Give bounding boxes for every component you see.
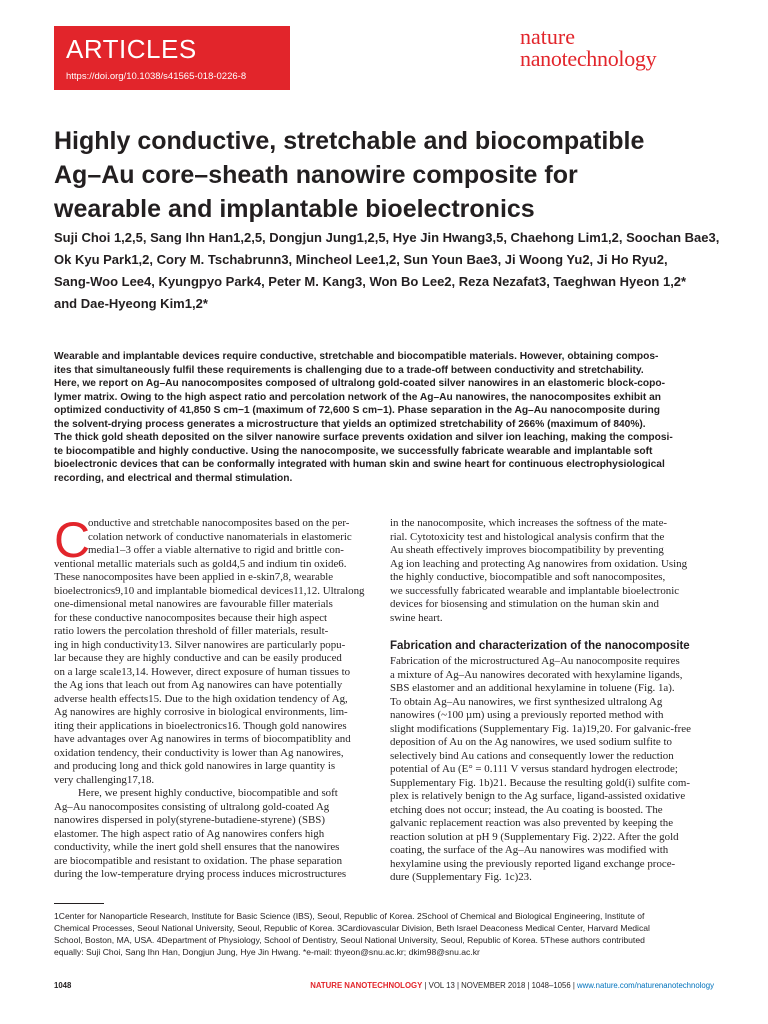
abstract-line: The thick gold sheath deposited on the silver nanowire surface prevents oxidation and silver ion leaching, making the composi-: [54, 432, 673, 443]
body-line: Ag nanowires are highly corrosive in biological environments, lim-: [54, 706, 348, 718]
footer-url-link[interactable]: www.nature.com/naturenanotechnology: [577, 981, 714, 990]
body-line: conductivity, while the inert gold shell ensures that the nanowires: [54, 841, 340, 853]
body-line: ratio lowers the percolation threshold of filler materials, result-: [54, 625, 329, 637]
abstract-line: Here, we report on Ag–Au nanocomposites composed of ultralong gold-coated silver nanowires in an elastomeric block-copo-: [54, 378, 665, 389]
body-line: for these conductive nanocomposites because their high aspect: [54, 611, 328, 624]
journal-logo-line-1: nature: [520, 24, 575, 49]
author-list: [54, 227, 720, 315]
body-line: very challenging17,18.: [54, 773, 155, 786]
author-line: and Dae-Hyeong Kim1,2*: [54, 296, 208, 311]
footer-journal: NATURE NANOTECHNOLOGY: [310, 981, 423, 990]
footnote-divider: [54, 903, 104, 904]
body-line: one-dimensional metal nanowires are favourable filler materials: [54, 598, 333, 610]
body-line: galvanic replacement reaction was also prevented by keeping the: [390, 817, 674, 829]
body-line: a mixture of Ag–Au nanowires decorated with hexylamine ligands,: [390, 668, 683, 681]
body-line: and producing long and thick gold nanowires in large quantity is: [54, 760, 336, 772]
abstract-line: ites that simultaneously fulfil these requirements is challenging due to a trade-off between conductivity and stretchability.: [54, 364, 644, 376]
affiliation-footnotes: [54, 910, 714, 958]
body-line: bioelectronics9,10 and implantable biomedical devices11,12. Ultralong: [54, 584, 365, 597]
body-line: ing in high conductivity13. Silver nanowires are particularly popu-: [54, 638, 346, 651]
footer-issue: | VOL 13 | NOVEMBER 2018 | 1048–1056 |: [422, 981, 578, 990]
body-line: devices for biosensing and stimulation on the human skin and: [390, 598, 659, 610]
body-line: Au sheath effectively improves biocompatibility by preventing: [390, 544, 664, 556]
footnote-line: equally: Suji Choi, Sang Ihn Han, Dongjun Jung, Hye Jin Hwang. *e-mail: thyeon@snu.ac.kr; dkim98@snu.ac.kr: [54, 947, 480, 957]
body-line: the Ag ions that leach out from Ag nanowires can have potentially: [54, 679, 343, 691]
body-line: reaction solution at pH 9 (Supplementary Fig. 2)22. After the gold: [390, 830, 679, 843]
footnote-line: Chemical Processes, Seoul National University, Seoul, Republic of Korea. 3Cardiovascular Division, Beth Israel Deaconess Medical Center, Harvard Medical: [54, 923, 650, 933]
body-line: colation network of conductive nanomaterials in elastomeric: [88, 530, 352, 543]
body-line: in the nanocomposite, which increases the softness of the mate-: [390, 517, 668, 529]
body-line: etching does not occur; instead, the Au coating is boosted. The: [390, 803, 663, 816]
body-line: nanowires dispersed in poly(styrene-butadiene-styrene) (SBS): [54, 814, 325, 826]
body-line: are biocompatible and resistant to oxidation. The phase separation: [54, 854, 343, 867]
body-line: nanowires (~100 µm) using a previously reported method with: [390, 709, 664, 721]
body-column-right: [390, 517, 714, 625]
body-line: adverse health effects15. Due to the high oxidation tendency of Ag,: [54, 692, 348, 705]
body-column-left: [54, 512, 378, 882]
body-line: deposition of Au on the Ag nanowires, we used sodium sulfite to: [390, 736, 672, 748]
footnote-line: 1Center for Nanoparticle Research, Institute for Basic Science (IBS), Seoul, Republic of Korea. 2School of Chemical and Biological Engineering, Institute of: [54, 911, 645, 921]
body-line: iting their applications in bioelectronics16. Though gold nanowires: [54, 719, 347, 732]
body-line: media1–3 offer a viable alternative to rigid and brittle con-: [88, 544, 344, 556]
abstract-line: te biocompatible and highly conductive. Using the nanocomposite, we successfully fabricate wearable and implantable soft: [54, 445, 653, 457]
doi-link[interactable]: https://doi.org/10.1038/s41565-018-0226-8: [66, 71, 247, 82]
body-line: Supplementary Fig. 1b)21. Because the resulting gold(i) sulfite com-: [390, 776, 691, 789]
body-line: To obtain Ag–Au nanowires, we first synthesized ultralong Ag: [390, 695, 663, 708]
body-line: the highly conductive, biocompatible and soft nanocomposites,: [390, 571, 666, 583]
body-line: ventional metallic materials such as gold4,5 and indium tin oxide6.: [54, 557, 347, 570]
page-number: 1048: [54, 981, 72, 990]
body-line: plex is relatively benign to the Ag surface, ligand-assisted oxidative: [390, 790, 686, 802]
body-line: potential of Au (E° = 0.111 V versus standard hydrogen electrode;: [390, 763, 678, 775]
body-line: dure (Supplementary Fig. 1c)23.: [390, 871, 532, 883]
drop-cap: C: [54, 512, 91, 568]
article-type-label: ARTICLES: [66, 34, 197, 64]
abstract-line: optimized conductivity of 41,850 S cm−1 (maximum of 72,600 S cm−1). Phase separation in the Ag–Au nanocomposite during: [54, 405, 660, 416]
title-line: Ag–Au core–sheath nanowire composite for: [54, 161, 578, 189]
journal-logo-line-2: nanotechnology: [520, 46, 657, 71]
author-line: Suji Choi 1,2,5, Sang Ihn Han1,2,5, Dongjun Jung1,2,5, Hye Jin Hwang3,5, Chaehong Lim1,2, Soochan Bae3,: [54, 230, 720, 245]
body-line: during the low-temperature drying process induces microstructures: [54, 868, 347, 880]
abstract: [54, 350, 714, 485]
body-line: coating, the surface of the Ag–Au nanowires was modified with: [390, 844, 669, 856]
abstract-line: bioelectronic devices that can be conformally integrated with human skin and swine heart for continuous electrophysiological: [54, 459, 665, 470]
body-line: slight modifications (Supplementary Fig. 1a)19,20. For galvanic-free: [390, 722, 691, 735]
body-line: have advantages over Ag nanowires in terms of biocompatiblity and: [54, 733, 351, 745]
journal-logo: [520, 26, 656, 70]
section-heading: Fabrication and characterization of the nanocomposite: [390, 640, 690, 652]
body-line: oxidation tendency, their conductivity is lower than Ag nanowires,: [54, 746, 344, 759]
body-line: onductive and stretchable nanocomposites based on the per-: [88, 517, 350, 529]
abstract-line: the solvent-drying process generates a microstructure that yields an optimized stretchability of 266% (maximum of 840%).: [54, 418, 646, 430]
footnote-line: School, Boston, MA, USA. 4Department of Physiology, School of Dentistry, Seoul National University, Seoul, Republic of Korea. 5These authors contributed: [54, 935, 645, 945]
body-line: rial. Cytotoxicity test and histological analysis confirm that the: [390, 530, 665, 543]
title-line: wearable and implantable bioelectronics: [54, 195, 535, 223]
body-line: lar because they are highly conductive and can be easily produced: [54, 652, 342, 664]
footer-info: [310, 981, 714, 990]
author-line: Sang-Woo Lee4, Kyungpyo Park4, Peter M. Kang3, Won Bo Lee2, Reza Nezafat3, Taeghwan Hyeon 1,2*: [54, 274, 687, 289]
body-line: Here, we present highly conductive, biocompatible and soft: [78, 787, 338, 799]
body-line: selectively bind Au cations and consequently lower the reduction: [390, 749, 674, 762]
body-line: we successfully fabricated wearable and implantable bioelectronic: [390, 584, 680, 597]
article-type-banner: [54, 26, 290, 90]
article-title: [54, 124, 714, 226]
abstract-line: recording, and electrical and thermal stimulation.: [54, 472, 293, 484]
abstract-line: lymer matrix. Owing to the high aspect ratio and percolation network of the Ag–Au nanowires, the nanocomposites exhibit an: [54, 391, 662, 403]
body-line: Ag ion leaching and protecting Ag nanowires from oxidation. Using: [390, 557, 688, 570]
title-line: Highly conductive, stretchable and biocompatible: [54, 127, 645, 155]
body-line: Fabrication of the microstructured Ag–Au nanocomposite requires: [390, 655, 680, 667]
body-line: Ag–Au nanocomposites consisting of ultralong gold-coated Ag: [54, 800, 330, 813]
author-line: Ok Kyu Park1,2, Cory M. Tschabrunn3, Mincheol Lee1,2, Sun Youn Bae3, Ji Woong Yu2, Ji Ho Ryu2,: [54, 252, 668, 267]
body-line: elastomer. The high aspect ratio of Ag nanowires confers high: [54, 827, 325, 840]
abstract-line: Wearable and implantable devices require conductive, stretchable and biocompatible materials. However, obtaining compos-: [54, 351, 659, 362]
body-line: swine heart.: [390, 611, 443, 624]
body-line: hexylamine using the previously reported ligand exchange proce-: [390, 857, 676, 870]
section-body: [390, 655, 714, 885]
body-line: on a large scale13,14. However, direct exposure of human tissues to: [54, 665, 351, 678]
body-line: These nanocomposites have been applied in e-skin7,8, wearable: [54, 571, 334, 583]
body-line: SBS elastomer and an additional hexylamine in toluene (Fig. 1a).: [390, 682, 675, 694]
